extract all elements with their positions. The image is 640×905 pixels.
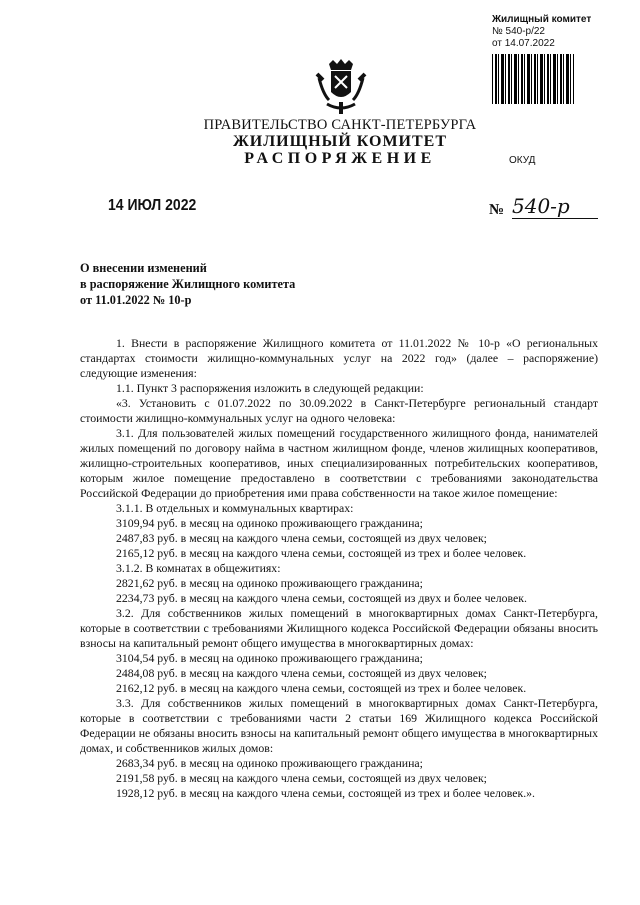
body-paragraph: 3.1. Для пользователей жилых помещений государственного жилищного фонда, нанимателей жилых помещений по договору найма в частном жилищном фонде, членов жилищных кооперативов, жилищно-строительных кооперативов, иных специализированных потребительских кооперативов, которым жилое помещение предоставлено в соответствии с требованиями законодательства Российской Федерации до приобретения ими права собственности на такое жилое помещение: [80,426,598,500]
title-line: О внесении изменений [80,261,207,275]
government-name: ПРАВИТЕЛЬСТВО САНКТ-ПЕТЕРБУРГА [203,117,477,133]
stamp-number: № 540-р/22 [492,26,545,37]
body-paragraph: 2683,34 руб. в месяц на одиноко проживающего гражданина; [116,756,423,770]
order-date: 14 ИЮЛ 2022 [108,194,197,214]
body-paragraph: 3.1.2. В комнатах в общежитиях: [116,561,281,575]
body-paragraph: «3. Установить с 01.07.2022 по 30.09.2022 в Санкт-Петербурге региональный стандарт стоимости жилищно-коммунальных услуг на одного человека: [80,396,598,425]
order-number: 540-р [512,194,598,219]
stamp-date: от 14.07.2022 [492,38,555,49]
okud-label: ОКУД [509,155,536,166]
title-line: от 11.01.2022 № 10-р [80,293,192,307]
committee-name: ЖИЛИЩНЫЙ КОМИТЕТ [232,133,447,150]
registration-stamp [492,14,592,104]
order-number-label: № [489,202,505,218]
body-paragraph: 3109,94 руб. в месяц на одиноко проживающего гражданина; [116,516,423,530]
body-paragraph: 1928,12 руб. в месяц на каждого члена семьи, состоящей из трех и более человек.». [116,786,536,800]
body-paragraph: 2484,08 руб. в месяц на каждого члена семьи, состоящей из двух человек; [116,666,487,680]
body-paragraph: 2821,62 руб. в месяц на одиноко проживающего гражданина; [116,576,423,590]
body-paragraph: 2234,73 руб. в месяц на каждого члена семьи, состоящей из двух и более человек. [116,591,527,605]
stamp-organization: Жилищный комитет [492,14,592,25]
body-paragraph: 3.3. Для собственников жилых помещений в многоквартирных домах Санкт-Петербурга, которые в соответствии с требованиями части 2 статьи 169 Жилищного кодекса Российской Федерации не обязаны вносить взносы на капитальный ремонт общего имущества в многоквартирных домах, и собственников жилых домов: [80,696,598,755]
body-paragraph: 2191,58 руб. в месяц на каждого члена семьи, состоящей из двух человек; [116,771,487,785]
title-line: в распоряжение Жилищного комитета [80,277,296,291]
body-paragraph: 1. Внести в распоряжение Жилищного комитета от 11.01.2022 № 10-р «О региональных стандартах стоимости жилищно-коммунальных услуг на 2022 год» (далее – распоряжение) следующие изменения: [80,336,598,380]
body-paragraph: 1.1. Пункт 3 распоряжения изложить в следующей редакции: [116,381,424,395]
body-paragraph: 3104,54 руб. в месяц на одиноко проживающего гражданина; [116,651,423,665]
body-paragraph: 3.2. Для собственников жилых помещений в многоквартирных домах Санкт-Петербурга, которые в соответствии с требованиями Жилищного кодекса Российской Федерации обязаны вносить взносы на капитальный ремонт общего имущества в многоквартирных домах: [80,606,598,650]
body-paragraph: 2165,12 руб. в месяц на каждого члена семьи, состоящей из трех и более человек. [116,546,527,560]
body-paragraph: 2487,83 руб. в месяц на каждого члена семьи, состоящей из двух человек; [116,531,487,545]
barcode [492,54,574,104]
body-paragraph: 2162,12 руб. в месяц на каждого члена семьи, состоящей из трех и более человек. [116,681,527,695]
document-title [80,260,480,308]
document-body [80,336,598,801]
document-type: РАСПОРЯЖЕНИЕ [244,150,436,167]
body-paragraph: 3.1.1. В отдельных и коммунальных квартирах: [116,501,354,515]
coat-of-arms-icon [315,58,367,116]
